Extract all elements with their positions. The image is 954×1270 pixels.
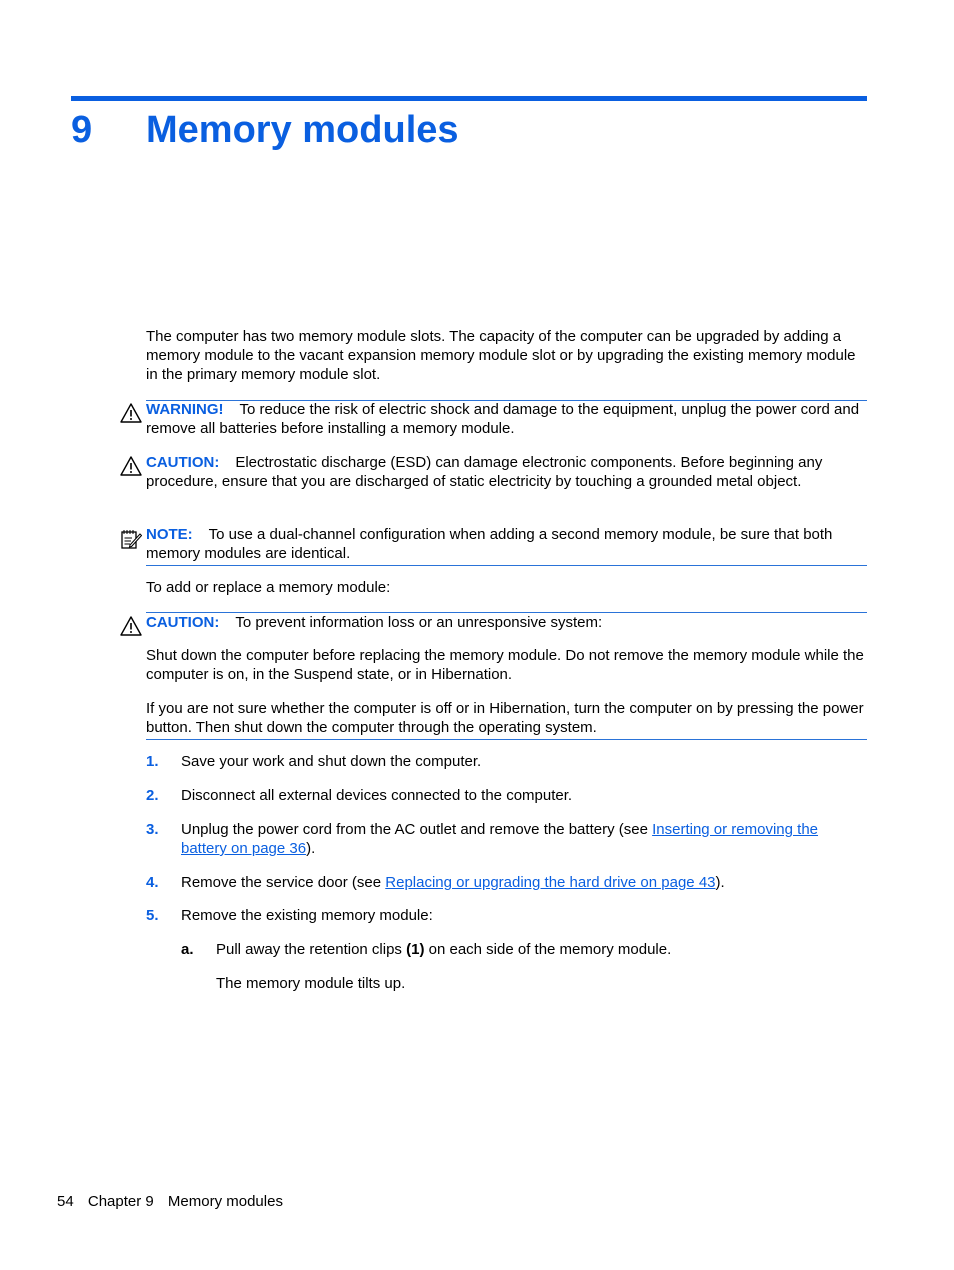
caution-notice-esd: [146, 453, 868, 491]
footer-chapter: Chapter 9: [87, 1193, 154, 1210]
battery-page-link[interactable]: Inserting or removing the battery on page 36: [181, 821, 819, 857]
note-text: To use a dual-channel configuration when adding a second memory module, be sure that both memory modules are identical.: [146, 526, 833, 562]
caution-paragraph-1: Shut down the computer before replacing the memory module. Do not remove the memory module while the computer is on, in the Suspend state, or in Hibernation.: [146, 647, 864, 683]
caution-label: CAUTION:: [146, 614, 220, 631]
step-number: 1.: [146, 753, 159, 770]
caution-text: Electrostatic discharge (ESD) can damage electronic components. Before beginning any procedure, ensure that you are discharged of static electricity by touching a grounded metal object.: [146, 454, 823, 490]
step-text: Save your work and shut down the computer.: [181, 753, 482, 770]
callout-number: (1): [406, 941, 425, 958]
chapter-heading: [71, 108, 459, 152]
step-text-after: ).: [715, 874, 725, 891]
page-footer: [57, 1192, 293, 1211]
step-text: Remove the existing memory module:: [181, 907, 433, 924]
footer-title: Memory modules: [167, 1193, 283, 1210]
step-text: [181, 873, 867, 892]
substep-text-before: Pull away the retention clips: [216, 941, 407, 958]
note-label: NOTE:: [146, 526, 193, 543]
step-text: [181, 820, 867, 858]
warning-label: WARNING!: [146, 401, 224, 418]
caution-triangle-icon: [120, 455, 142, 477]
note-notice: [146, 525, 868, 563]
lead-in-text: To add or replace a memory module:: [146, 579, 391, 596]
chapter-title: Memory modules: [146, 109, 459, 151]
step-number: 4.: [146, 874, 159, 891]
hard-drive-page-link[interactable]: Replacing or upgrading the hard drive on page 43: [385, 874, 716, 891]
step-text-after: ).: [306, 840, 316, 857]
warning-notice: [146, 400, 868, 438]
step-text: Disconnect all external devices connected to the computer.: [181, 787, 573, 804]
warning-text: To reduce the risk of electric shock and damage to the equipment, unplug the power cord and remove all batteries before installing a memory module.: [146, 401, 860, 437]
note-pad-icon: [120, 528, 142, 550]
step-number: 2.: [146, 787, 159, 804]
caution-text: To prevent information loss or an unresponsive system:: [235, 614, 603, 631]
caution-label: CAUTION:: [146, 454, 220, 471]
warning-triangle-icon: [120, 402, 142, 424]
step-text-before: Unplug the power cord from the AC outlet and remove the battery (see: [181, 821, 653, 838]
substep-text: [216, 940, 866, 959]
step-number: 3.: [146, 821, 159, 838]
note-bottom-rule: [146, 565, 867, 566]
intro-paragraph: The computer has two memory module slots. The capacity of the computer can be upgraded by adding a memory module to the vacant expansion memory module slot or by upgrading the existing memory module in the primary memory module slot.: [146, 328, 856, 383]
page-number: 54: [57, 1193, 74, 1210]
caution2-bottom-rule: [146, 739, 867, 740]
step-text-before: Remove the service door (see: [181, 874, 386, 891]
substep-letter: a.: [181, 941, 194, 958]
step-number: 5.: [146, 907, 159, 924]
chapter-number: 9: [71, 109, 93, 151]
chapter-top-rule: [71, 96, 867, 101]
caution-notice-shutdown: [146, 613, 868, 632]
caution-paragraph-2: If you are not sure whether the computer is off or in Hibernation, turn the computer on by pressing the power button. Then shut down the computer through the operating system.: [146, 700, 864, 736]
substep-text-after: on each side of the memory module.: [424, 941, 672, 958]
substep-result: The memory module tilts up.: [216, 975, 406, 992]
caution-triangle-icon: [120, 615, 142, 637]
